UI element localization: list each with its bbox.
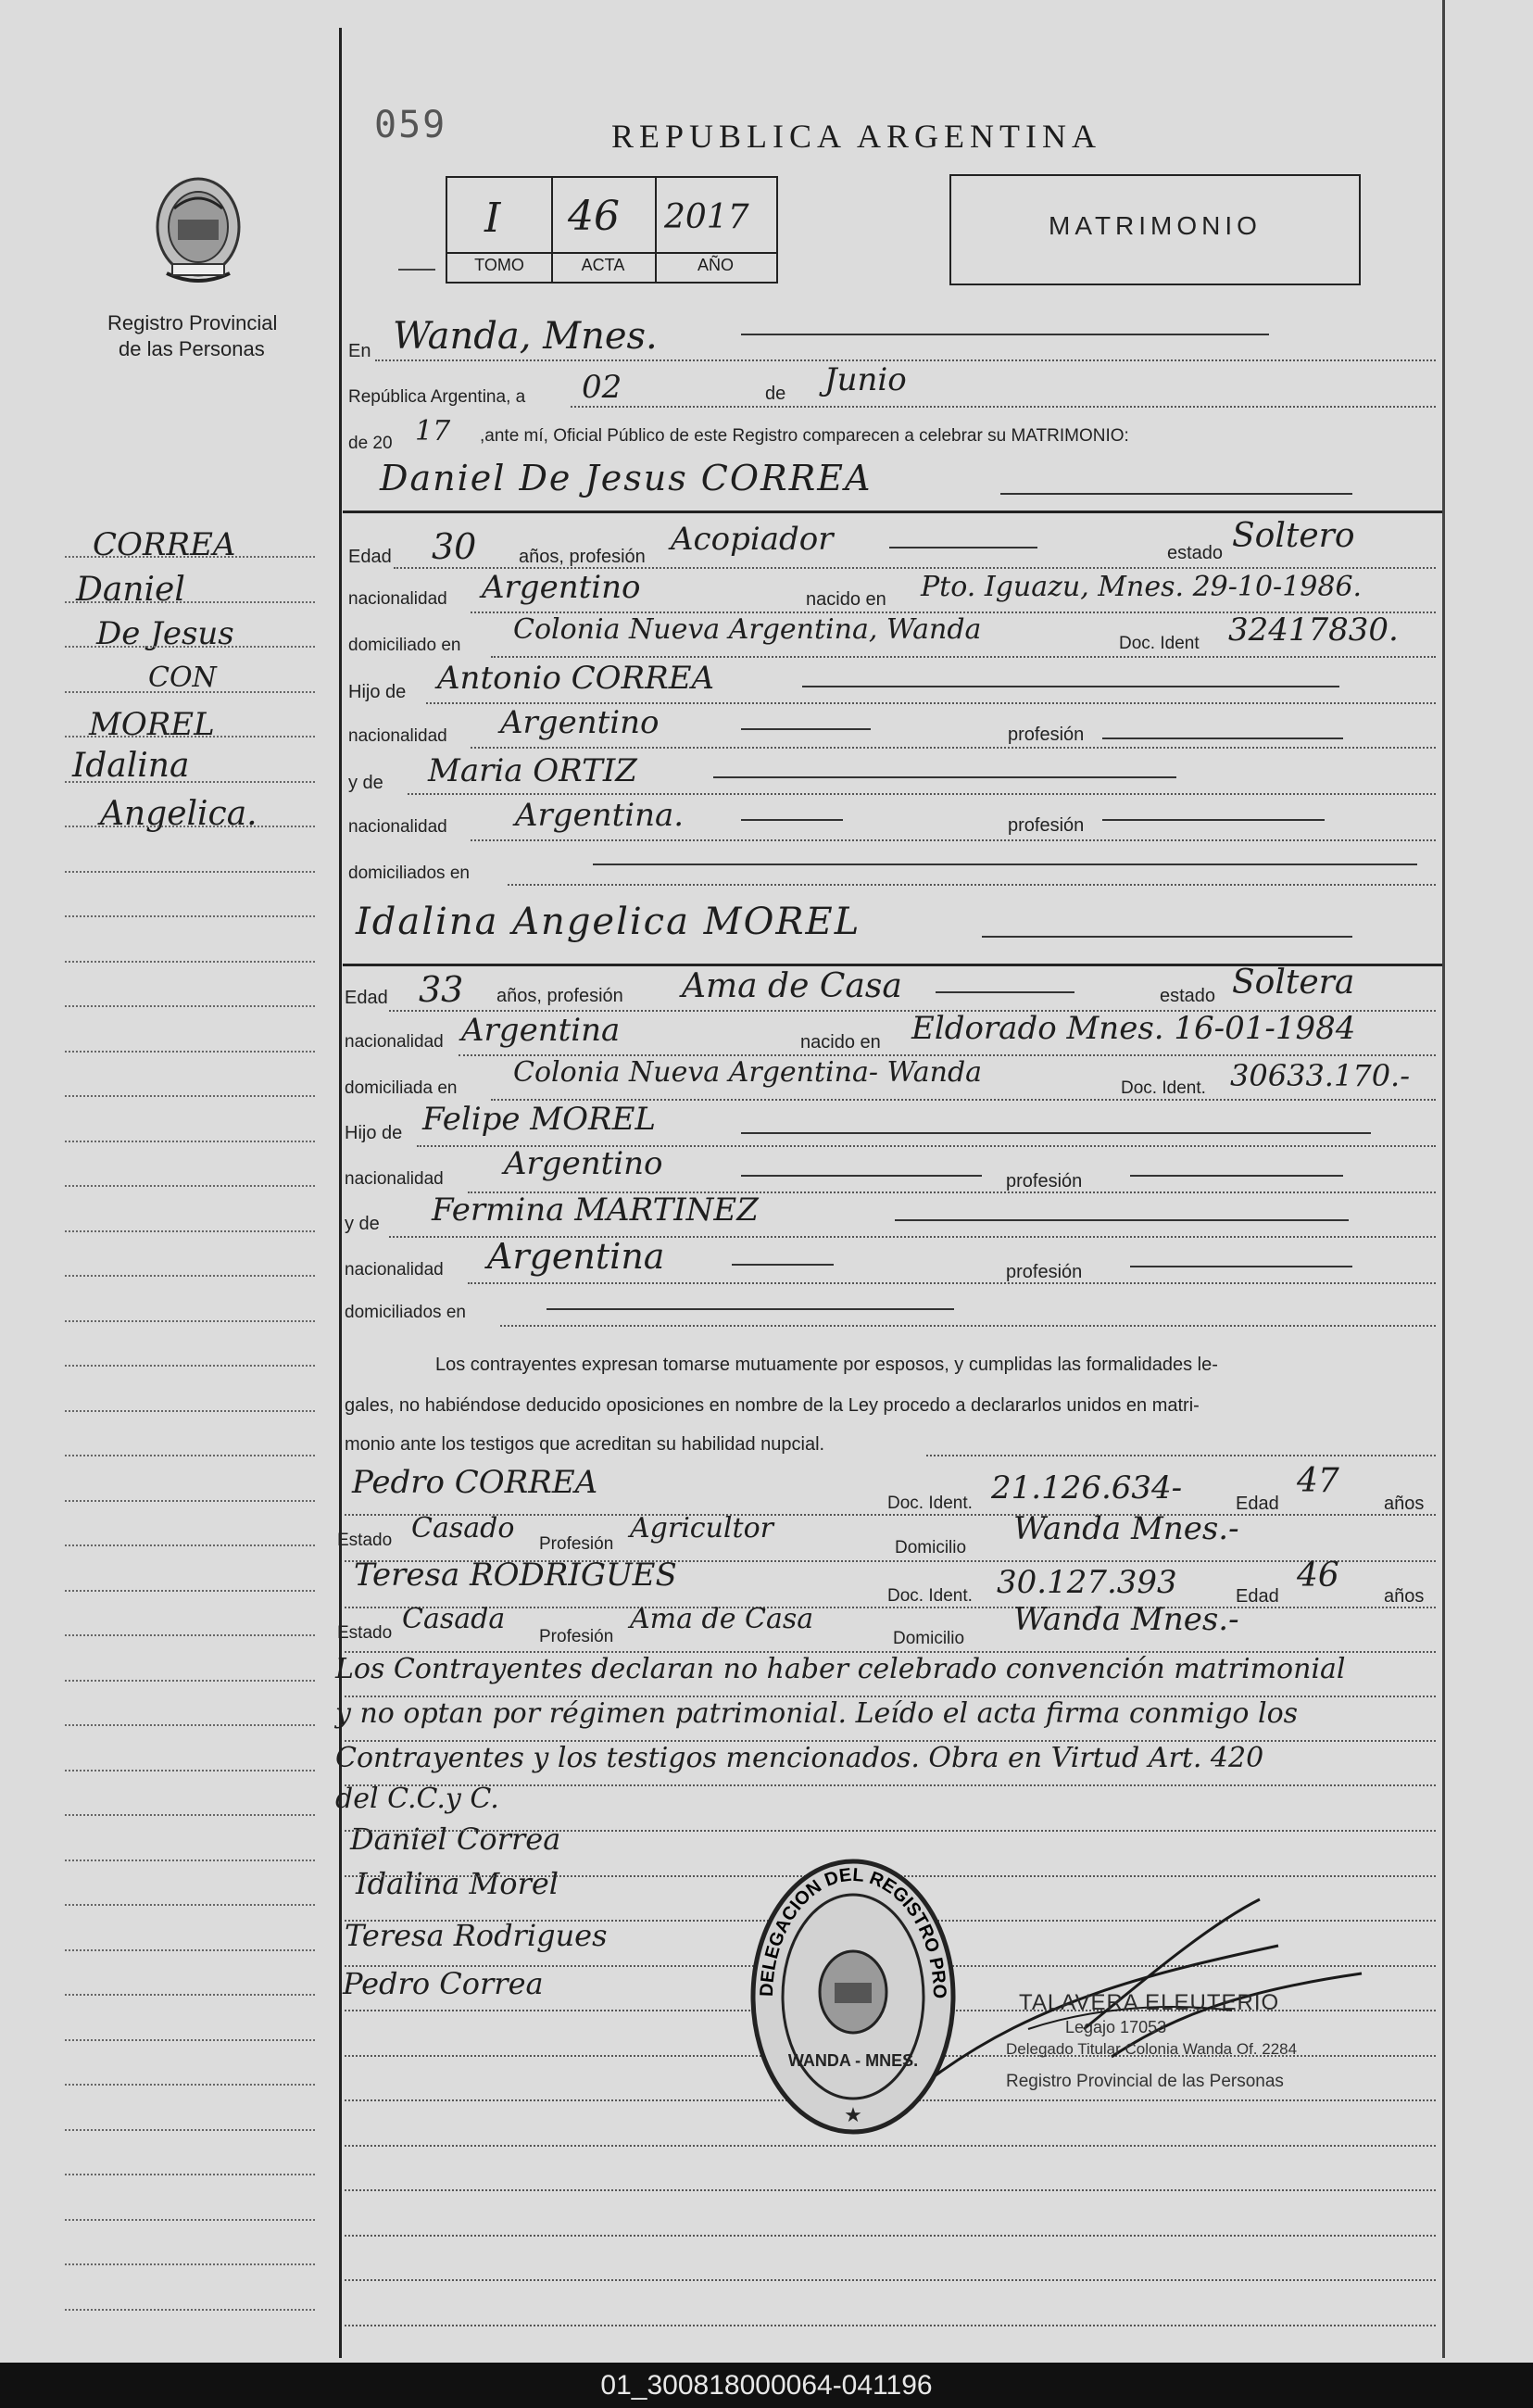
body-rule-line xyxy=(345,2325,1436,2326)
margin-bride-middle: Angelica. xyxy=(100,795,258,833)
officer-registry: Registro Provincial de las Personas xyxy=(1006,2072,1284,2091)
witness2-domicilio-label: Domicilio xyxy=(893,1629,965,1648)
groom-father: Antonio CORREA xyxy=(437,660,715,697)
seal-ring-text: DELEGACION DEL REGISTRO PRO xyxy=(756,1864,950,1999)
margin-rule-line xyxy=(65,691,315,693)
margin-rule-line xyxy=(65,2219,315,2221)
body-rule-line xyxy=(345,2145,1436,2147)
bride-y-de-label: y de xyxy=(345,1214,380,1234)
book-reference-box xyxy=(446,176,778,284)
witness2-anios-label: años xyxy=(1384,1586,1425,1607)
margin-rule-line xyxy=(65,781,315,783)
bride-nacionalidad: Argentina xyxy=(461,1012,621,1049)
bride-nacido: Eldorado Mnes. 16-01-1984 xyxy=(911,1010,1356,1047)
witness2-profesion-label: Profesión xyxy=(539,1627,614,1646)
groom-hijo-de-label: Hijo de xyxy=(348,682,407,702)
groom-doc-label: Doc. Ident xyxy=(1119,634,1200,653)
margin-rule-line xyxy=(65,1544,315,1546)
bride-edad: 33 xyxy=(419,969,464,1010)
bride-mother-profesion-label: profesión xyxy=(1006,1262,1083,1282)
margin-rule-line xyxy=(65,1860,315,1861)
intro-day: 02 xyxy=(582,369,622,406)
intro-place: Wanda, Mnes. xyxy=(393,315,658,358)
witness1-name: Pedro CORREA xyxy=(352,1464,598,1501)
act-type-label: MATRIMONIO xyxy=(1049,211,1262,240)
groom-anios-profesion-label: años, profesión xyxy=(519,547,646,567)
declaration-line2: gales, no habiéndose deducido oposiciones en nombre de la Ley procedo a declararlos unidos en matri- xyxy=(345,1395,1200,1416)
groom-domiciliado-label: domiciliado en xyxy=(348,636,461,655)
signature-witness1: Pedro Correa xyxy=(343,1966,544,2001)
act-type-box xyxy=(949,174,1361,285)
witness2-edad-label: Edad xyxy=(1236,1586,1279,1607)
officer-legajo: Legajo 17053 xyxy=(1065,2018,1167,2036)
groom-mother-profesion-label: profesión xyxy=(1008,815,1085,836)
margin-rule-line xyxy=(65,1500,315,1502)
margin-rule-line xyxy=(65,1185,315,1187)
margin-rule-line xyxy=(65,2039,315,2041)
notes-line2: y no optan por régimen patrimonial. Leído el acta firma conmigo los xyxy=(335,1697,1299,1730)
groom-father-nac-label: nacionalidad xyxy=(348,726,447,746)
margin-rule-line xyxy=(65,1230,315,1232)
margin-bride-surname: MOREL xyxy=(89,706,215,743)
intro-text: ,ante mí, Oficial Público de este Registro comparecen a celebrar su MATRIMONIO: xyxy=(480,426,1129,446)
bride-edad-label: Edad xyxy=(345,988,388,1008)
margin-groom-name: Daniel xyxy=(76,571,185,609)
witness2-domicilio: Wanda Mnes.- xyxy=(1013,1601,1239,1638)
margin-rule-line xyxy=(65,556,315,558)
registry-name-line2: de las Personas xyxy=(119,337,265,360)
margin-groom-middle: De Jesus xyxy=(96,615,234,652)
groom-y-de-label: y de xyxy=(348,773,383,793)
witness2-edad: 46 xyxy=(1297,1557,1339,1595)
bride-hijo-de-label: Hijo de xyxy=(345,1123,403,1143)
margin-rule-line xyxy=(65,1904,315,1906)
groom-domiciliados-label: domiciliados en xyxy=(348,864,470,883)
groom-mother-nac: Argentina. xyxy=(515,797,685,834)
bride-father-profesion-label: profesión xyxy=(1006,1171,1083,1191)
groom-father-nac: Argentino xyxy=(500,704,660,741)
groom-full-name: Daniel De Jesus CORREA xyxy=(380,458,873,498)
witness2-profesion: Ama de Casa xyxy=(630,1603,814,1635)
witness1-doc: 21.126.634- xyxy=(991,1469,1183,1507)
year-prefix: de 20 xyxy=(348,434,393,453)
witness1-profesion-label: Profesión xyxy=(539,1534,614,1554)
margin-rule-line xyxy=(65,1141,315,1142)
country-title: REPUBLICA ARGENTINA xyxy=(611,118,1102,155)
witness1-domicilio-label: Domicilio xyxy=(895,1538,967,1557)
bride-mother-nac: Argentina xyxy=(487,1236,665,1277)
groom-mother: Maria ORTIZ xyxy=(428,752,637,789)
margin-rule-line xyxy=(65,2174,315,2175)
bride-estado-label: estado xyxy=(1160,986,1216,1006)
bride-doc-label: Doc. Ident. xyxy=(1121,1078,1206,1098)
body-rule-line xyxy=(345,2189,1436,2191)
notes-line3: Contrayentes y los testigos mencionados. Obra en Virtud Art. 420 xyxy=(335,1742,1264,1774)
margin-rule-line xyxy=(65,1724,315,1726)
bride-estado: Soltera xyxy=(1232,964,1355,1002)
margin-rule-line xyxy=(65,1410,315,1412)
witness2-name: Teresa RODRIGUES xyxy=(354,1557,677,1594)
bride-mother: Fermina MARTINEZ xyxy=(432,1191,759,1229)
bride-domiciliada-label: domiciliada en xyxy=(345,1078,458,1098)
bride-doc: 30633.170.- xyxy=(1230,1058,1411,1093)
bride-father-nac-label: nacionalidad xyxy=(345,1169,444,1189)
intro-month: Junio xyxy=(824,361,907,398)
body-rule-line xyxy=(345,1830,1436,1832)
witness1-domicilio: Wanda Mnes.- xyxy=(1013,1510,1239,1547)
margin-rule-line xyxy=(65,1814,315,1816)
groom-nac-label: nacionalidad xyxy=(348,589,447,609)
seal-center-text: WANDA - MNES. xyxy=(787,2051,919,2070)
margin-rule-line xyxy=(65,1095,315,1097)
republica-label: República Argentina, a xyxy=(348,387,526,407)
groom-edad: 30 xyxy=(432,526,477,567)
margin-rule-line xyxy=(65,1994,315,1996)
margin-groom-surname: CORREA xyxy=(93,526,236,563)
groom-father-profesion-label: profesión xyxy=(1008,725,1085,745)
signature-groom: Daniel Correa xyxy=(350,1822,561,1857)
witness2-estado: Casada xyxy=(402,1603,506,1635)
registry-name-line1: Registro Provincial xyxy=(107,311,278,334)
witness1-edad: 47 xyxy=(1297,1462,1339,1500)
margin-rule-line xyxy=(65,2129,315,2131)
anio-value: 2017 xyxy=(664,198,749,236)
margin-rule-line xyxy=(65,1455,315,1456)
margin-rule-line xyxy=(65,1320,315,1322)
margin-rule-line xyxy=(65,2084,315,2086)
groom-estado-label: estado xyxy=(1167,543,1224,563)
province-emblem xyxy=(146,171,250,292)
margin-rule-line xyxy=(65,871,315,873)
acta-value: 46 xyxy=(568,193,620,240)
body-rule-line xyxy=(345,2279,1436,2281)
notes-line4: del C.C.y C. xyxy=(335,1783,499,1815)
margin-rule-line xyxy=(65,826,315,827)
groom-nacido-label: nacido en xyxy=(806,589,886,610)
margin-rule-line xyxy=(65,1275,315,1277)
margin-rule-line xyxy=(65,1365,315,1367)
svg-text:★: ★ xyxy=(844,2103,862,2126)
signature-witness2: Teresa Rodrigues xyxy=(345,1918,608,1953)
groom-domicilio: Colonia Nueva Argentina, Wanda xyxy=(513,613,982,646)
witness2-doc: 30.127.393 xyxy=(997,1564,1177,1601)
margin-rule-line xyxy=(65,961,315,963)
groom-estado: Soltero xyxy=(1232,517,1355,555)
margin-rule-line xyxy=(65,1770,315,1771)
groom-nacionalidad: Argentino xyxy=(482,569,641,606)
bride-profesion: Ama de Casa xyxy=(682,967,902,1005)
margin-rule-line xyxy=(65,915,315,917)
groom-profesion: Acopiador xyxy=(671,521,834,558)
tomo-value: I xyxy=(484,195,501,242)
margin-rule-line xyxy=(65,1590,315,1592)
groom-edad-label: Edad xyxy=(348,547,392,567)
body-rule-line xyxy=(345,2235,1436,2237)
witness1-anios-label: años xyxy=(1384,1494,1425,1514)
file-id-footer: 01_300818000064-041196 xyxy=(0,2363,1533,2408)
left-margin-border xyxy=(339,28,342,2358)
declaration-line3: monio ante los testigos que acreditan su habilidad nupcial. xyxy=(345,1434,825,1455)
page-number: 059 xyxy=(374,104,447,146)
signature-bride: Idalina Morel xyxy=(356,1866,559,1901)
declaration-line1: Los contrayentes expresan tomarse mutuamente por esposos, y cumplidas las formalidades le- xyxy=(435,1355,1218,1375)
anio-label: AÑO xyxy=(697,256,734,274)
right-page-border xyxy=(1442,0,1445,2358)
bride-nacido-label: nacido en xyxy=(800,1032,881,1053)
intro-de-label: de xyxy=(765,384,786,404)
margin-rule-line xyxy=(65,1680,315,1682)
witness2-estado-label: Estado xyxy=(337,1623,393,1643)
margin-rule-line xyxy=(65,2309,315,2311)
year-suffix: 17 xyxy=(415,415,451,448)
margin-bride-name: Idalina xyxy=(72,747,190,785)
margin-rule-line xyxy=(65,736,315,738)
bride-mother-nac-label: nacionalidad xyxy=(345,1260,444,1280)
bride-full-name: Idalina Angelica MOREL xyxy=(356,901,861,943)
margin-rule-line xyxy=(65,601,315,603)
bride-domicilio: Colonia Nueva Argentina- Wanda xyxy=(513,1056,983,1089)
bride-father-nac: Argentino xyxy=(504,1145,663,1182)
groom-mother-nac-label: nacionalidad xyxy=(348,817,447,837)
witness1-profesion: Agricultor xyxy=(630,1512,773,1544)
officer-role: Delegado Titular Colonia Wanda Of. 2284 xyxy=(1006,2040,1298,2058)
witness1-edad-label: Edad xyxy=(1236,1494,1279,1514)
bride-anios-profesion-label: años, profesión xyxy=(496,986,623,1006)
groom-nacido: Pto. Iguazu, Mnes. 29-10-1986. xyxy=(921,571,1363,603)
witness1-estado-label: Estado xyxy=(337,1531,393,1550)
officer-name: TALAVERA ELEUTERIO xyxy=(1019,1990,1280,2015)
bride-father: Felipe MOREL xyxy=(422,1101,656,1138)
margin-rule-line xyxy=(65,2263,315,2265)
margin-rule-line xyxy=(65,1051,315,1053)
margin-rule-line xyxy=(65,1949,315,1951)
bride-domiciliados-label: domiciliados en xyxy=(345,1303,466,1322)
witness1-doc-label: Doc. Ident. xyxy=(887,1494,973,1513)
margin-con: CON xyxy=(148,662,217,694)
bride-nac-label: nacionalidad xyxy=(345,1032,444,1052)
en-label: En xyxy=(348,341,371,361)
margin-rule-line xyxy=(65,1634,315,1636)
margin-rule-line xyxy=(65,1005,315,1007)
notes-line1: Los Contrayentes declaran no haber celebrado convención matrimonial xyxy=(335,1653,1346,1685)
tomo-dash-mark xyxy=(398,269,435,271)
tomo-label: TOMO xyxy=(474,256,524,274)
witness1-estado: Casado xyxy=(411,1512,515,1544)
margin-rule-line xyxy=(65,646,315,648)
groom-doc: 32417830. xyxy=(1228,611,1399,649)
acta-label: ACTA xyxy=(581,256,625,274)
witness2-doc-label: Doc. Ident. xyxy=(887,1586,973,1606)
